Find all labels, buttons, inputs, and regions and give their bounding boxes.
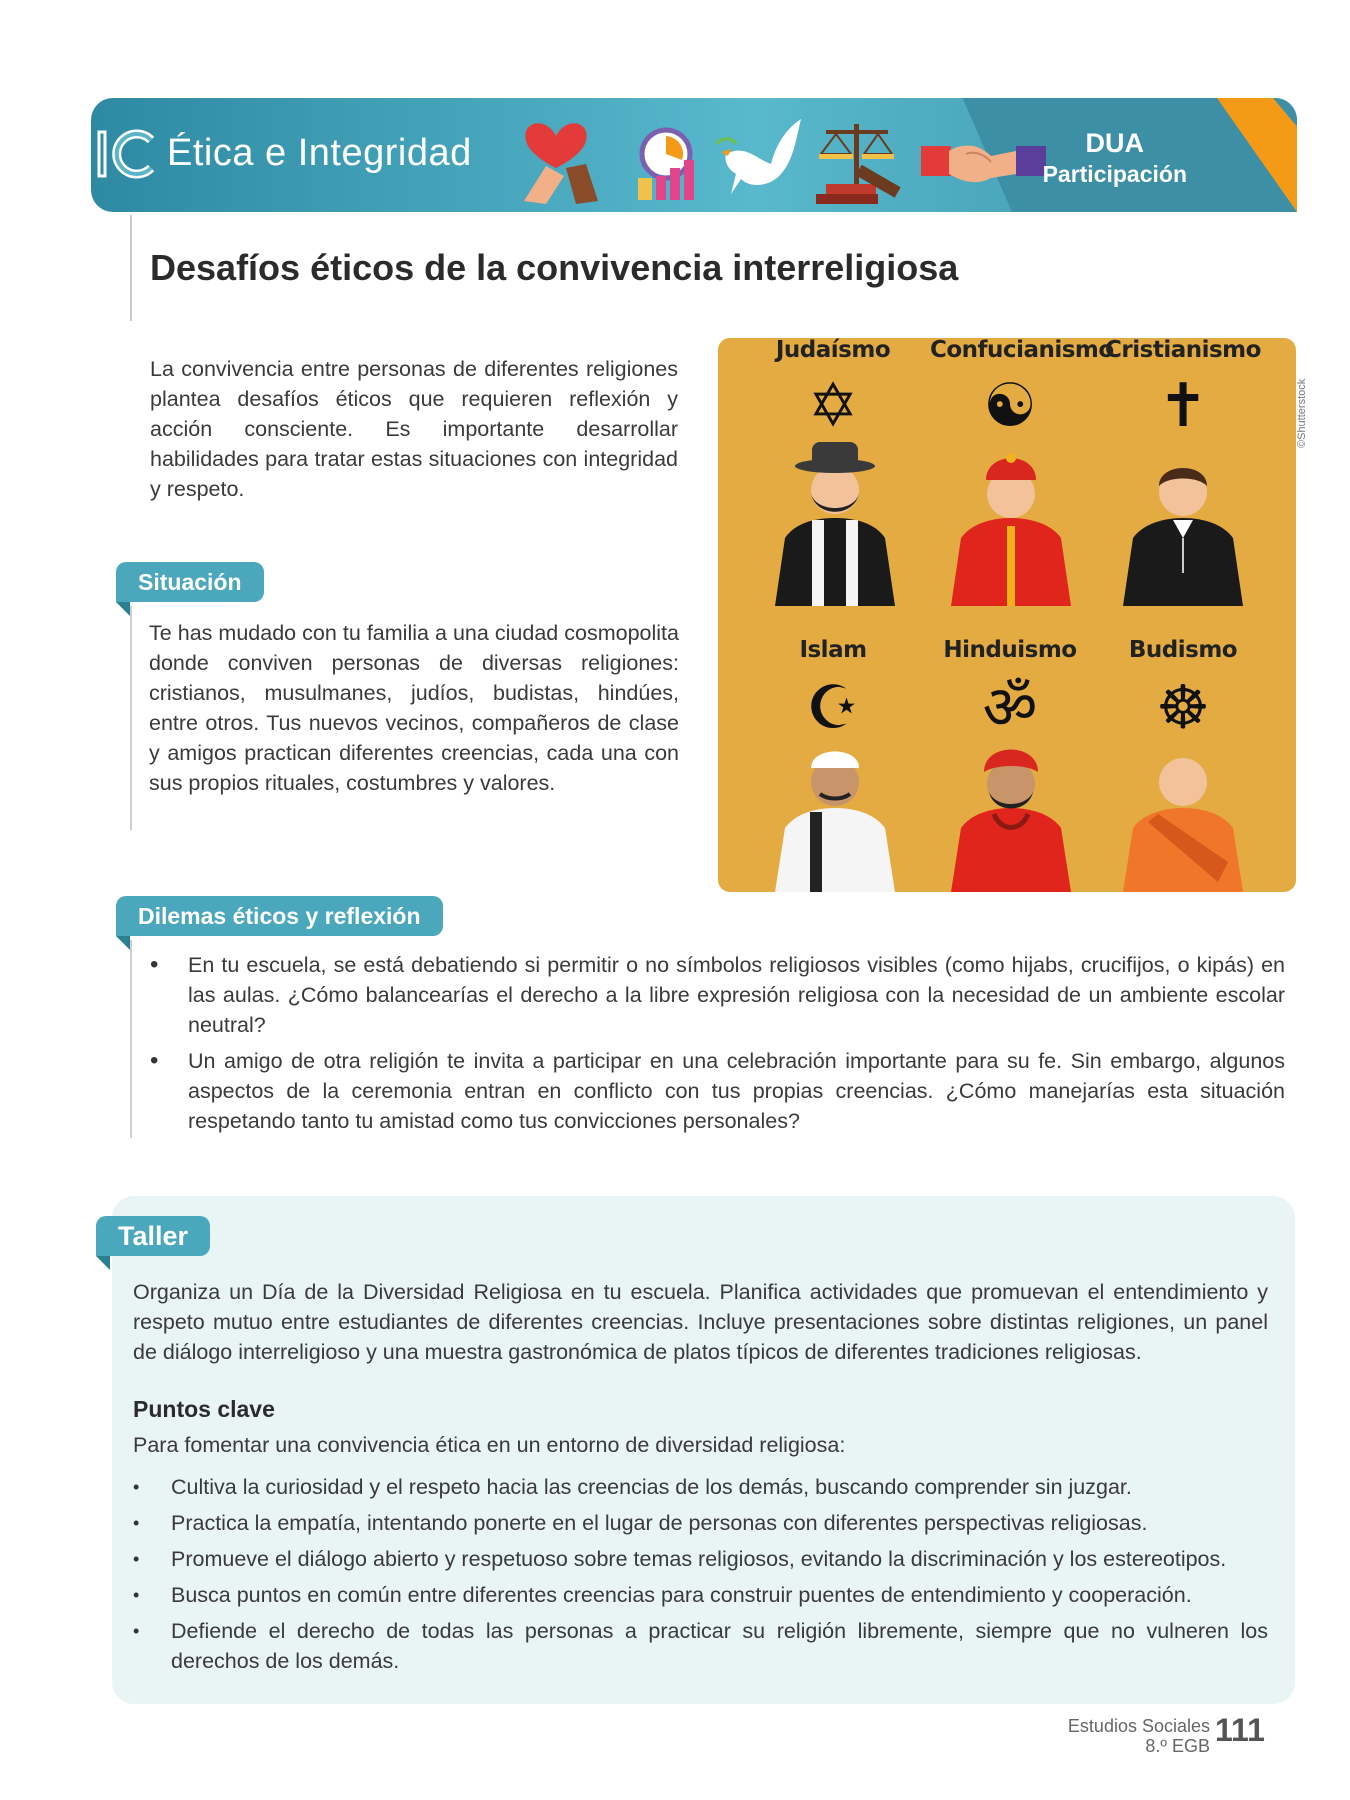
list-item: • Promueve el diálogo abierto y respetuoso sobre temas religiosos, evitando la discriminación y los estereotipos.: [133, 1544, 1268, 1574]
footer-grade: 8.º EGB: [1145, 1736, 1210, 1756]
header-banner: [91, 98, 1297, 212]
religions-illustration: [718, 338, 1296, 892]
om-icon: ॐ: [982, 674, 1038, 741]
puntos-clave-list: [133, 1472, 1268, 1682]
star-of-david-icon: ✡: [807, 372, 859, 439]
religion-label: Budismo: [1128, 637, 1238, 663]
list-item: • Defiende el derecho de todas las personas a practicar su religión libremente, siempre que no vulneren los derechos de los demás.: [133, 1616, 1268, 1676]
dharma-wheel-icon: ☸: [1156, 674, 1210, 741]
footer-info: [1068, 1716, 1210, 1756]
taller-paragraph: Organiza un Día de la Diversidad Religiosa en tu escuela. Planifica actividades que promuevan el entendimiento y respeto mutuo entre estudiantes de diferentes creencias. Incluye presentaciones sobre distintas religiones, un panel de diálogo interreligioso y una muestra gastronómica de platos típicos de diferentes tradiciones religiosas.: [133, 1280, 1268, 1364]
image-credit: ©Shutterstock: [1296, 378, 1308, 448]
heart-hands-icon: [524, 123, 598, 204]
dove-icon: [716, 119, 801, 194]
dilemas-tab-fold: [116, 936, 130, 950]
yin-yang-icon: ☯: [983, 372, 1037, 439]
handshake-icon: [921, 146, 1046, 183]
list-item: • En tu escuela, se está debatiendo si permitir o no símbolos religiosos visibles (como hijabs, crucifijos, o kipás) en las aulas. ¿Cómo balancearías el derecho a la libre expresión religiosa con la necesidad de un ambiente escolar neutral?: [150, 950, 1285, 1040]
list-item: • Busca puntos en común entre diferentes creencias para construir puentes de entendimiento y cooperación.: [133, 1580, 1268, 1610]
jewish-man-figure: [770, 438, 900, 606]
time-money-chart-icon: [638, 130, 694, 200]
situacion-line: [130, 606, 132, 830]
cross-icon: ✝: [1157, 372, 1209, 439]
dilemas-tab: Dilemas éticos y reflexión: [116, 896, 443, 936]
section-title: Ética e Integridad: [167, 132, 472, 174]
list-item: • Un amigo de otra religión te invita a participar en una celebración importante para su fe. Sin embargo, algunos aspectos de la ceremonia entran en conflicto con tus propias creencias. ¿Cómo manejarías esta situación respetando tanto tu amistad como tus convicciones personales?: [150, 1046, 1285, 1136]
taller-tab: Taller: [96, 1216, 210, 1256]
title-accent-line: [130, 215, 132, 321]
page-title: Desafíos éticos de la convivencia interreligiosa: [150, 247, 959, 288]
religion-label: Islam: [799, 637, 867, 663]
religion-label: Cristianismo: [1105, 337, 1261, 363]
hindu-man-figure: [946, 742, 1076, 892]
crescent-star-icon: ☪: [806, 674, 860, 741]
banner-illustrations: [516, 106, 1076, 206]
situacion-paragraph: Te has mudado con tu familia a una ciudad cosmopolita donde conviven personas de diversas religiones: cristianos, musulmanes, judíos, budistas, hindúes, entre otros. Tus nuevos vecinos, compañeros de clase y amigos practican diferentes creencias, cada una con sus propios rituales, costumbres y valores.: [149, 621, 679, 795]
intro-paragraph: La convivencia entre personas de diferentes religiones plantea desafíos éticos que requieren reflexión y acción consciente. Es importante desarrollar habilidades para tratar estas situaciones con integridad y respeto.: [150, 357, 678, 501]
confucian-man-figure: [946, 446, 1076, 606]
ic-logo-icon: [95, 126, 157, 182]
dua-subtitle: Participación: [1042, 161, 1187, 187]
religion-label: Judaísmo: [775, 337, 891, 363]
puntos-clave-heading: Puntos clave: [133, 1396, 275, 1422]
situacion-tab-fold: [116, 602, 130, 616]
religion-label: Hinduismo: [943, 637, 1077, 663]
situacion-tab: Situación: [116, 562, 264, 602]
puntos-clave-intro: Para fomentar una convivencia ética en un entorno de diversidad religiosa:: [133, 1433, 846, 1457]
taller-tab-fold: [96, 1256, 110, 1270]
footer-subject: Estudios Sociales: [1067, 1716, 1210, 1736]
christian-man-figure: [1118, 448, 1248, 606]
dua-title: DUA: [1085, 128, 1145, 158]
dilemas-list: [150, 950, 1285, 1142]
page-number: 111: [1215, 1712, 1265, 1748]
scales-justice-icon: [816, 124, 901, 204]
dilemas-line: [130, 940, 132, 1138]
religion-label: Confucianismo: [930, 337, 1114, 363]
list-item: • Cultiva la curiosidad y el respeto hacia las creencias de los demás, buscando comprender sin juzgar.: [133, 1472, 1268, 1502]
buddhist-monk-figure: [1118, 742, 1248, 892]
muslim-man-figure: [770, 742, 900, 892]
dua-badge: [1043, 128, 1187, 188]
list-item: • Practica la empatía, intentando ponerte en el lugar de personas con diferentes perspectivas religiosas.: [133, 1508, 1268, 1538]
